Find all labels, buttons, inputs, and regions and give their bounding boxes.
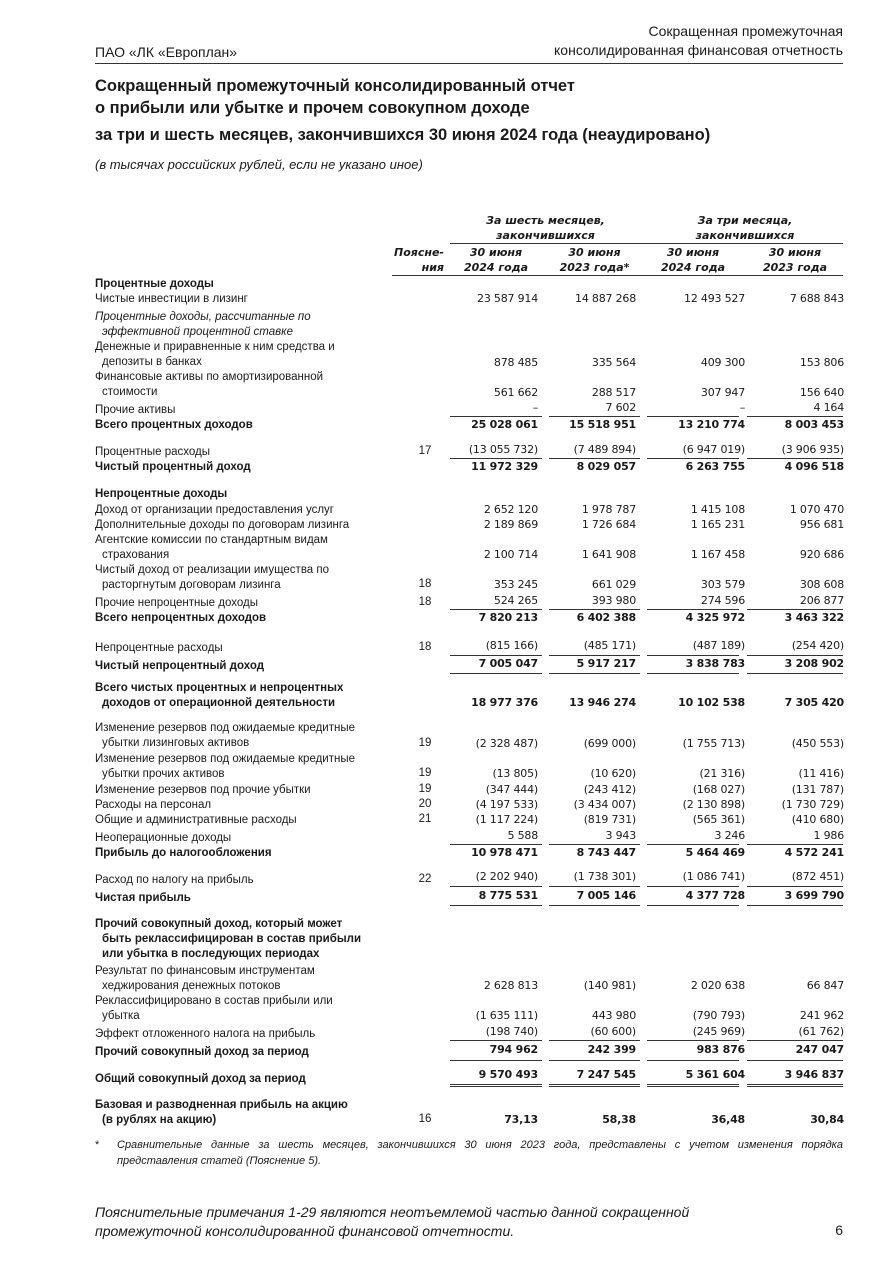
subtotal-rule <box>450 905 542 906</box>
cell-value: 25 028 061 <box>471 418 538 431</box>
cell-value: 3 943 <box>605 829 636 842</box>
subtotal-rule <box>747 886 843 887</box>
cell-value: 14 887 268 <box>575 292 636 305</box>
cell-value: 1 641 908 <box>581 548 636 561</box>
label-line: (в рублях на акцию) <box>102 1114 217 1126</box>
row-label <box>95 752 355 782</box>
header-text: Поясне- <box>394 246 444 259</box>
cell-value: 8 003 453 <box>784 418 844 431</box>
cell-value: (2 328 487) <box>475 737 538 750</box>
label-line: Финансовые активы по амортизированной <box>95 371 324 383</box>
header-divider <box>392 275 843 276</box>
cell-value: 1 165 231 <box>690 518 745 531</box>
cell-value: 2 100 714 <box>483 548 538 561</box>
cell-value: (1 755 713) <box>682 737 745 750</box>
title-line1: Сокращенный промежуточный консолидированный отчет <box>95 77 575 95</box>
row-label: Непроцентные расходы <box>95 642 223 654</box>
row-label: Прочий совокупный доход за период <box>95 1046 309 1058</box>
cell-value: 8 743 447 <box>576 846 636 859</box>
subtotal-rule <box>549 905 640 906</box>
cell-value: 66 847 <box>806 979 844 992</box>
subtotal-rule <box>450 416 542 417</box>
group-divider <box>450 243 843 244</box>
header-text: 30 июня <box>768 246 822 259</box>
page-number: 6 <box>835 1222 843 1238</box>
cell-value: (245 969) <box>692 1025 745 1038</box>
row-label: Чистые инвестиции в лизинг <box>95 293 248 305</box>
label-line: Всего чистых процентных и непроцентных <box>95 682 344 694</box>
note-ref: 16 <box>418 1113 432 1125</box>
cell-value: (13 805) <box>492 767 538 780</box>
subtotal-rule <box>747 655 843 656</box>
page-header <box>95 22 843 64</box>
cell-value: 443 980 <box>591 1009 636 1022</box>
cell-value: (3 434 007) <box>573 798 636 811</box>
cell-value: 153 806 <box>799 356 844 369</box>
label-line: Реклассифицировано в состав прибыли или <box>95 995 333 1007</box>
cell-value: 2 652 120 <box>483 503 538 516</box>
cell-value: 409 300 <box>700 356 745 369</box>
cell-value: 58,38 <box>602 1113 636 1126</box>
subtotal-rule <box>747 458 843 459</box>
row-label: Эффект отложенного налога на прибыль <box>95 1028 316 1040</box>
note-ref: 20 <box>418 798 432 810</box>
statement-title <box>95 75 575 119</box>
label-line: Чистый доход от реализации имущества по <box>95 564 330 576</box>
double-rule <box>647 1084 739 1087</box>
cell-value: 3 208 902 <box>784 657 844 670</box>
cell-value: 73,13 <box>504 1113 538 1126</box>
row-label: Непроцентные доходы <box>95 488 228 500</box>
cell-value: (243 412) <box>583 783 636 796</box>
document-type <box>554 22 843 60</box>
cell-value: 2 628 813 <box>483 979 538 992</box>
subtotal-rule <box>549 655 640 656</box>
cell-value: 3 246 <box>714 829 745 842</box>
company-name: ПАО «ЛК «Европлан» <box>95 44 238 60</box>
note-ref: 18 <box>418 578 432 590</box>
cell-value: 13 946 274 <box>569 696 636 709</box>
label-line: депозиты в банках <box>102 356 202 368</box>
footnote-text: Сравнительные данные за шесть месяцев, закончившихся 30 июня 2023 года, представлены с учетом изменения порядка представления статей (Пояснение 5). <box>117 1139 843 1167</box>
label-line: быть реклассифицирован в состав прибыли <box>102 933 362 945</box>
row-label <box>95 994 333 1024</box>
subtotal-rule <box>647 458 739 459</box>
column-header-6m-2023 <box>549 245 640 275</box>
row-label: Всего процентных доходов <box>95 419 253 431</box>
cell-value: (4 197 533) <box>475 798 538 811</box>
cell-value: 335 564 <box>591 356 636 369</box>
subtotal-rule <box>549 1060 640 1061</box>
cell-value: 794 962 <box>489 1043 538 1056</box>
cell-value: 308 608 <box>799 578 844 591</box>
cell-value: 2 189 869 <box>483 518 538 531</box>
column-notes-header <box>392 245 444 275</box>
label-line: убытки прочих активов <box>102 768 225 780</box>
cell-value: 6 402 388 <box>576 611 636 624</box>
row-label: Прочие активы <box>95 404 176 416</box>
subtotal-rule <box>450 458 542 459</box>
cell-value: 4 325 972 <box>685 611 745 624</box>
cell-value: 5 464 469 <box>685 846 745 859</box>
label-line: убытка <box>102 1010 140 1022</box>
cell-value: (347 444) <box>485 783 538 796</box>
cell-value: – <box>532 401 538 414</box>
cell-value: 7 820 213 <box>478 611 538 624</box>
cell-value: (1 117 224) <box>475 813 538 826</box>
cell-value: 11 972 329 <box>471 460 538 473</box>
group-label: За три месяца, <box>697 214 793 227</box>
label-line: расторгнутым договорам лизинга <box>102 579 281 591</box>
note-ref: 17 <box>418 445 432 457</box>
cell-value: 983 876 <box>696 1043 745 1056</box>
double-rule <box>450 1084 542 1087</box>
document-type-line1: Сокращенная промежуточная <box>648 23 843 39</box>
cell-value: 5 588 <box>507 829 538 842</box>
row-label: Чистый процентный доход <box>95 461 251 473</box>
cell-value: (1 086 741) <box>682 870 745 883</box>
cell-value: 9 570 493 <box>478 1068 538 1081</box>
cell-value: 4 377 728 <box>685 889 745 902</box>
subtotal-rule <box>747 416 843 417</box>
cell-value: (13 055 732) <box>468 443 538 456</box>
subtotal-rule <box>450 844 542 845</box>
cell-value: 4 572 241 <box>784 846 844 859</box>
cell-value: 274 596 <box>700 594 745 607</box>
row-label <box>95 310 311 340</box>
label-line: эффективной процентной ставке <box>102 326 293 338</box>
cell-value: – <box>739 401 745 414</box>
column-header-3m-2023 <box>747 245 843 275</box>
cell-value: 1 070 470 <box>789 503 844 516</box>
cell-value: 1 978 787 <box>581 503 636 516</box>
row-label: Всего непроцентных доходов <box>95 612 267 624</box>
row-label: Дополнительные доходы по договорам лизинга <box>95 519 350 531</box>
label-line: стоимости <box>102 386 158 398</box>
cell-value: 30,84 <box>810 1113 844 1126</box>
subtotal-rule <box>450 1040 542 1041</box>
header-text: 30 июня <box>469 246 523 259</box>
cell-value: (410 680) <box>791 813 844 826</box>
cell-value: 5 361 604 <box>685 1068 745 1081</box>
group-label: закончившихся <box>695 229 795 242</box>
row-label: Процентные доходы <box>95 278 214 290</box>
cell-value: 1 167 458 <box>690 548 745 561</box>
cell-value: (815 166) <box>485 639 538 652</box>
cell-value: 7 688 843 <box>789 292 844 305</box>
cell-value: 303 579 <box>700 578 745 591</box>
cell-value: 3 699 790 <box>784 889 844 902</box>
row-label: Неоперационные доходы <box>95 832 232 844</box>
label-line: Прочий совокупный доход, который может <box>95 918 343 930</box>
cell-value: 4 164 <box>813 401 844 414</box>
label-line: Денежные и приравненные к ним средства и <box>95 341 335 353</box>
cell-value: 247 047 <box>795 1043 844 1056</box>
cell-value: 7 305 420 <box>784 696 844 709</box>
row-label: Изменение резервов под прочие убытки <box>95 784 311 796</box>
cell-value: 8 029 057 <box>576 460 636 473</box>
subtotal-rule <box>747 609 843 610</box>
cell-value: (1 730 729) <box>781 798 844 811</box>
note-ref: 18 <box>418 596 432 608</box>
cell-value: (21 316) <box>699 767 745 780</box>
note-ref: 21 <box>418 813 432 825</box>
row-label: Процентные расходы <box>95 446 211 458</box>
label-line: страхования <box>102 549 170 561</box>
header-text: ния <box>421 261 444 274</box>
cell-value: (6 947 019) <box>682 443 745 456</box>
label-line: Изменение резервов под ожидаемые кредитные <box>95 722 356 734</box>
cell-value: (819 731) <box>583 813 636 826</box>
column-group-six-months <box>450 213 641 243</box>
cell-value: (131 787) <box>791 783 844 796</box>
group-label: За шесть месяцев, <box>486 214 605 227</box>
cell-value: 1 986 <box>813 829 844 842</box>
cell-value: 7 005 146 <box>576 889 636 902</box>
cell-value: (790 793) <box>692 1009 745 1022</box>
cell-value: (198 740) <box>485 1025 538 1038</box>
subtotal-rule <box>647 655 739 656</box>
cell-value: 288 517 <box>591 386 636 399</box>
note-ref: 22 <box>418 873 432 885</box>
column-header-6m-2024 <box>450 245 542 275</box>
cell-value: 878 485 <box>493 356 538 369</box>
subtotal-rule <box>450 1060 542 1061</box>
cell-value: (565 361) <box>692 813 745 826</box>
note-line: Пояснительные примечания 1-29 являются неотъемлемой частью данной сокращенной <box>95 1204 690 1220</box>
row-label <box>95 533 328 563</box>
cell-value: 661 029 <box>591 578 636 591</box>
row-label: Чистый непроцентный доход <box>95 660 264 672</box>
explanatory-notes-reference <box>95 1203 689 1241</box>
cell-value: 956 681 <box>799 518 844 531</box>
subtotal-rule <box>549 1040 640 1041</box>
subtotal-rule <box>647 609 739 610</box>
header-text: 30 июня <box>568 246 621 259</box>
row-label <box>95 1098 348 1128</box>
row-label <box>95 721 355 751</box>
cell-value: (872 451) <box>791 870 844 883</box>
note-ref: 19 <box>418 783 432 795</box>
footnote <box>95 1137 843 1169</box>
row-label: Общие и административные расходы <box>95 814 297 826</box>
note-ref: 19 <box>418 767 432 779</box>
cell-value: (140 981) <box>583 979 636 992</box>
subtotal-rule <box>549 673 640 674</box>
row-label: Прочие непроцентные доходы <box>95 597 258 609</box>
subtotal-rule <box>549 458 640 459</box>
cell-value: 353 245 <box>493 578 538 591</box>
cell-value: (168 027) <box>692 783 745 796</box>
subtotal-rule <box>747 1060 843 1061</box>
cell-value: 36,48 <box>711 1113 745 1126</box>
cell-value: (485 171) <box>583 639 636 652</box>
subtotal-rule <box>647 1040 739 1041</box>
subtotal-rule <box>747 673 843 674</box>
column-group-three-months <box>647 213 843 243</box>
subtotal-rule <box>549 416 640 417</box>
cell-value: 393 980 <box>591 594 636 607</box>
subtotal-rule <box>450 673 542 674</box>
label-line: Базовая и разводненная прибыль на акцию <box>95 1099 348 1111</box>
cell-value: 4 096 518 <box>784 460 844 473</box>
cell-value: 3 946 837 <box>784 1068 844 1081</box>
cell-value: 10 978 471 <box>471 846 538 859</box>
cell-value: (450 553) <box>791 737 844 750</box>
subtotal-rule <box>450 886 542 887</box>
cell-value: 307 947 <box>700 386 745 399</box>
row-label: Расходы на персонал <box>95 799 212 811</box>
cell-value: (1 738 301) <box>573 870 636 883</box>
cell-value: 7 247 545 <box>576 1068 636 1081</box>
cell-value: 15 518 951 <box>569 418 636 431</box>
group-label: закончившихся <box>496 229 595 242</box>
row-label <box>95 563 329 593</box>
cell-value: 12 493 527 <box>684 292 745 305</box>
cell-value: 7 005 047 <box>478 657 538 670</box>
subtotal-rule <box>647 886 739 887</box>
subtotal-rule <box>747 844 843 845</box>
subtotal-rule <box>647 673 739 674</box>
header-text: 30 июня <box>666 246 720 259</box>
cell-value: 2 020 638 <box>690 979 745 992</box>
subtotal-rule <box>549 886 640 887</box>
label-line: Процентные доходы, рассчитанные по <box>95 311 311 323</box>
cell-value: 156 640 <box>799 386 844 399</box>
double-rule <box>549 1084 640 1087</box>
subtotal-rule <box>647 844 739 845</box>
row-label: Расход по налогу на прибыль <box>95 874 254 886</box>
cell-value: 3 463 322 <box>784 611 844 624</box>
header-text: 2023 года* <box>559 261 630 274</box>
cell-value: (7 489 894) <box>573 443 636 456</box>
cell-value: 241 962 <box>799 1009 844 1022</box>
units-note: (в тысячах российских рублей, если не указано иное) <box>95 157 423 172</box>
cell-value: (11 416) <box>798 767 844 780</box>
header-text: 2024 года <box>463 261 529 274</box>
header-text: 2023 года <box>762 261 828 274</box>
cell-value: 1 726 684 <box>581 518 636 531</box>
cell-value: 242 399 <box>587 1043 636 1056</box>
subtotal-rule <box>747 905 843 906</box>
subtotal-rule <box>450 655 542 656</box>
cell-value: (60 600) <box>590 1025 636 1038</box>
note-ref: 19 <box>418 737 432 749</box>
statement-period: за три и шесть месяцев, закончившихся 30 июня 2024 года (неаудировано) <box>95 126 711 144</box>
cell-value: 206 877 <box>799 594 844 607</box>
header-text: 2024 года <box>660 261 726 274</box>
cell-value: 5 917 217 <box>576 657 636 670</box>
cell-value: (254 420) <box>791 639 844 652</box>
row-label: Доход от организации предоставления услуг <box>95 504 334 516</box>
row-label <box>95 370 323 400</box>
cell-value: (10 620) <box>590 767 636 780</box>
note-line: промежуточной консолидированной финансовой отчетности. <box>95 1223 515 1239</box>
subtotal-rule <box>747 1040 843 1041</box>
row-label <box>95 917 361 962</box>
document-type-line2: консолидированная финансовая отчетность <box>554 42 843 58</box>
cell-value: (1 635 111) <box>475 1009 538 1022</box>
double-rule <box>747 1084 843 1087</box>
cell-value: (3 906 935) <box>781 443 844 456</box>
label-line: или убытка в последующих периодах <box>102 948 320 960</box>
subtotal-rule <box>450 609 542 610</box>
subtotal-rule <box>549 844 640 845</box>
label-line: доходов от операционной деятельности <box>102 697 336 709</box>
row-label <box>95 340 335 370</box>
subtotal-rule <box>647 1060 739 1061</box>
subtotal-rule <box>647 905 739 906</box>
row-label <box>95 681 343 711</box>
cell-value: 6 263 755 <box>685 460 745 473</box>
cell-value: (2 130 898) <box>682 798 745 811</box>
cell-value: (2 202 940) <box>475 870 538 883</box>
cell-value: 10 102 538 <box>678 696 745 709</box>
row-label: Прибыль до налогообложения <box>95 847 272 859</box>
label-line: Изменение резервов под ожидаемые кредитные <box>95 753 356 765</box>
cell-value: 1 415 108 <box>690 503 745 516</box>
cell-value: 561 662 <box>493 386 538 399</box>
label-line: убытки лизинговых активов <box>102 737 250 749</box>
cell-value: 7 602 <box>605 401 636 414</box>
label-line: хеджирования денежных потоков <box>102 980 281 992</box>
cell-value: 13 210 774 <box>678 418 745 431</box>
cell-value: 23 587 914 <box>477 292 538 305</box>
cell-value: (699 000) <box>583 737 636 750</box>
cell-value: (61 762) <box>798 1025 844 1038</box>
row-label: Общий совокупный доход за период <box>95 1073 306 1085</box>
cell-value: (487 189) <box>692 639 745 652</box>
cell-value: 18 977 376 <box>471 696 538 709</box>
note-ref: 18 <box>418 641 432 653</box>
subtotal-rule <box>647 416 739 417</box>
label-line: Агентские комиссии по стандартным видам <box>95 534 328 546</box>
row-label: Чистая прибыль <box>95 892 191 904</box>
column-header-3m-2024 <box>647 245 739 275</box>
row-label <box>95 964 315 994</box>
footnote-marker: * <box>95 1139 100 1151</box>
cell-value: 920 686 <box>799 548 844 561</box>
cell-value: 3 838 783 <box>685 657 745 670</box>
title-line2: о прибыли или убытке и прочем совокупном доходе <box>95 99 530 117</box>
subtotal-rule <box>549 609 640 610</box>
cell-value: 524 265 <box>493 594 538 607</box>
label-line: Результат по финансовым инструментам <box>95 965 315 977</box>
cell-value: 8 775 531 <box>478 889 538 902</box>
